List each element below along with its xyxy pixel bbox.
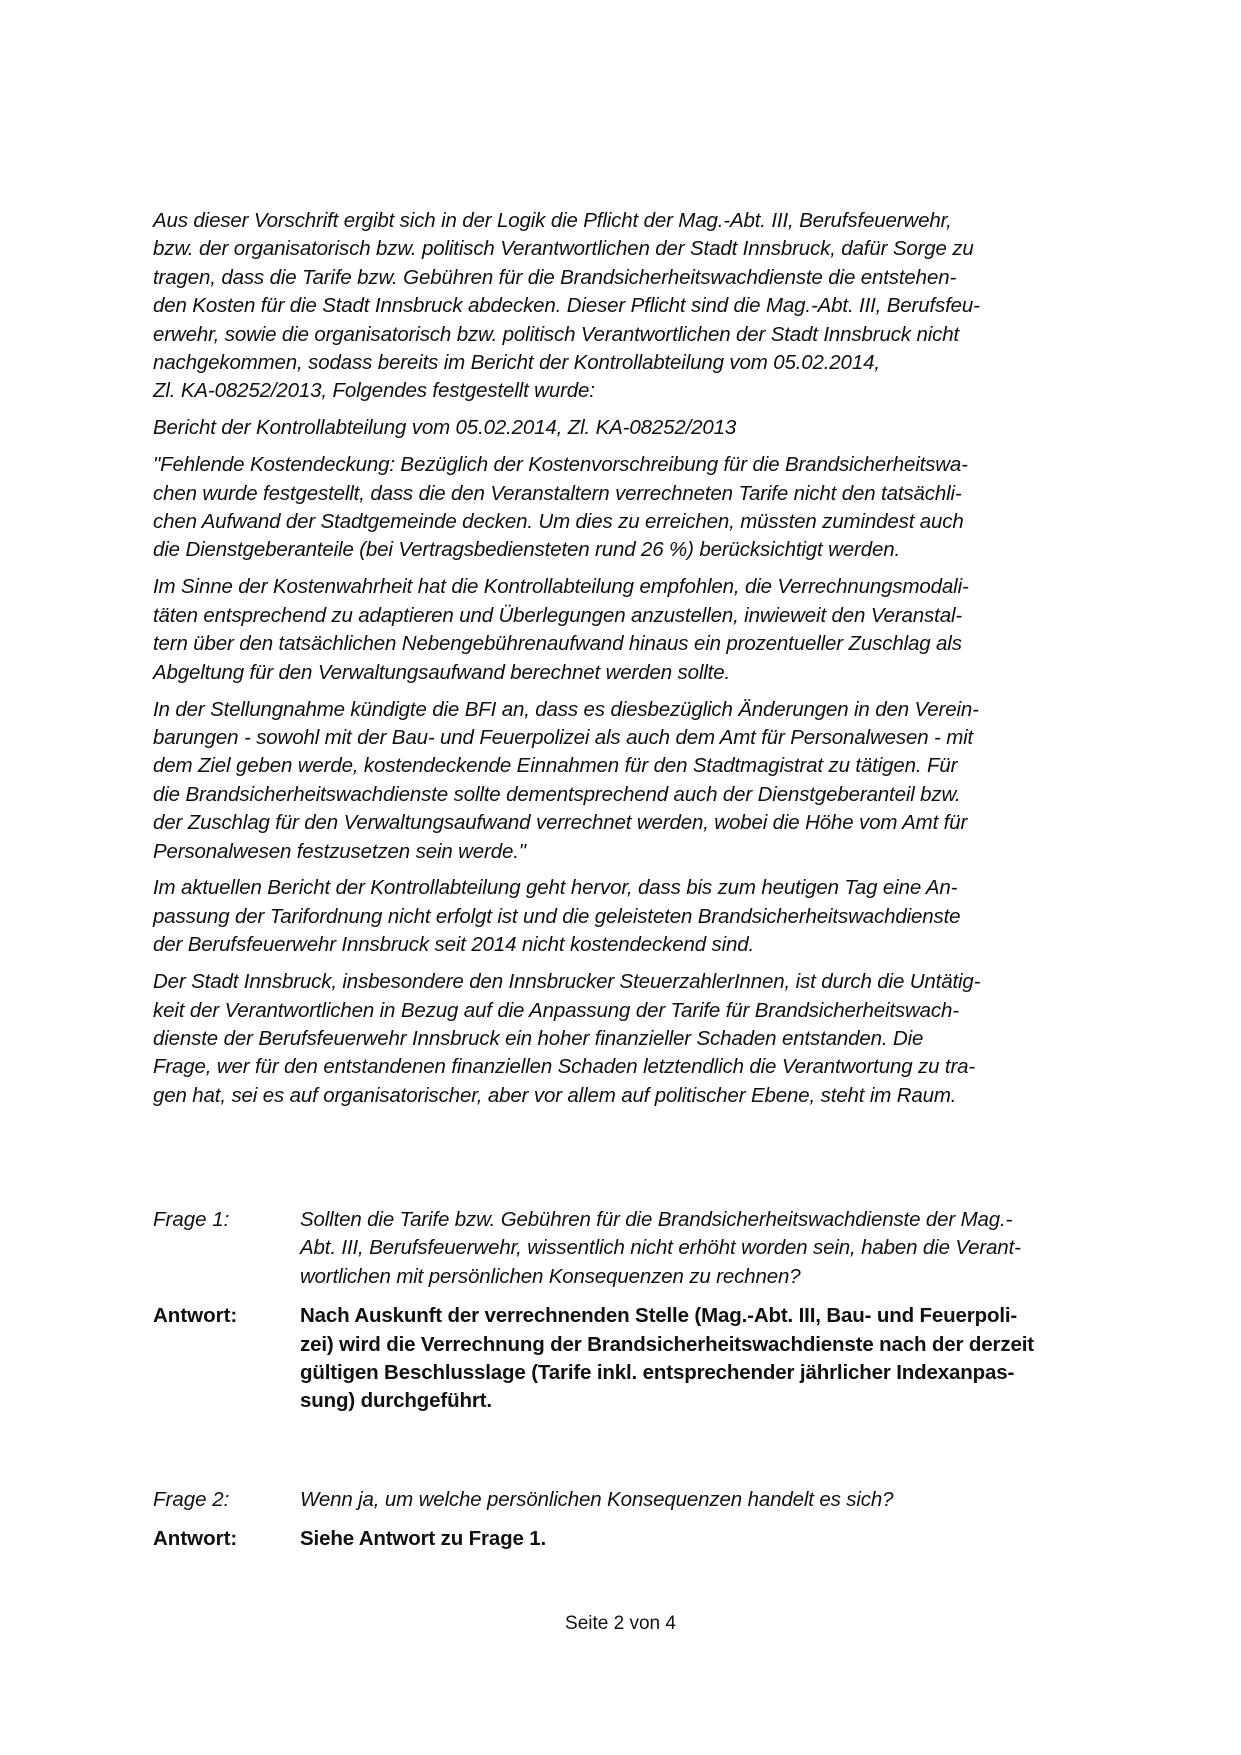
text-line: nachgekommen, sodass bereits im Bericht der Kontrollabteilung vom 05.02.2014,: [153, 351, 880, 375]
text-line: den Kosten für die Stadt Innsbruck abdecken. Dieser Pflicht sind die Mag.-Abt. III, Berufsfeu-: [153, 294, 980, 318]
text-line: erwehr, sowie die organisatorisch bzw. politisch Verantwortlichen der Stadt Innsbruck nicht: [153, 322, 960, 346]
answer-text-line: sung) durchgeführt.: [300, 1389, 492, 1413]
text-line: barungen - sowohl mit der Bau- und Feuerpolizei als auch dem Amt für Personalwesen - mit: [153, 725, 974, 749]
question-label: Frage 2:: [153, 1488, 230, 1511]
text-line: Abgeltung für den Verwaltungsaufwand berechnet werden sollte.: [153, 660, 731, 684]
answer-label: Antwort:: [153, 1304, 238, 1328]
text-line: Bericht der Kontrollabteilung vom 05.02.2014, Zl. KA-08252/2013: [153, 416, 737, 440]
text-line: Der Stadt Innsbruck, insbesondere den Innsbrucker SteuerzahlerInnen, ist durch die Untätig-: [153, 970, 981, 994]
text-line: täten entsprechend zu adaptieren und Überlegungen anzustellen, inwieweit den Veranstal-: [153, 603, 963, 627]
text-line: der Berufsfeuerwehr Innsbruck seit 2014 nicht kostendeckend sind.: [153, 933, 755, 957]
answer-row: [153, 1525, 1113, 1553]
text-line: Im Sinne der Kostenwahrheit hat die Kontrollabteilung empfohlen, die Verrechnungsmodali-: [153, 575, 969, 599]
paragraph-quote-cost-coverage: [153, 451, 1113, 565]
text-line: tern über den tatsächlichen Nebengebührenaufwand hinaus ein prozentueller Zuschlag als: [153, 632, 962, 656]
paragraph-quote-statement: [153, 696, 1113, 866]
qa-block-question-1: [153, 1206, 1113, 1427]
text-line: passung der Tarifordnung nicht erfolgt ist und die geleisteten Brandsicherheitswachdienste: [153, 904, 961, 928]
text-line: gen hat, sei es auf organisatorischer, aber vor allem auf politischer Ebene, steht im Raum.: [153, 1083, 957, 1107]
text-line: die Brandsicherheitswachdienste sollte dementsprechend auch der Dienstgeberanteil bzw.: [153, 782, 961, 806]
text-line: Im aktuellen Bericht der Kontrollabteilung geht hervor, dass bis zum heutigen Tag eine An-: [153, 876, 958, 900]
answer-row: [153, 1302, 1113, 1416]
answer-text-line: Siehe Antwort zu Frage 1.: [300, 1527, 547, 1551]
text-line: tragen, dass die Tarife bzw. Gebühren für die Brandsicherheitswachdienste die entstehen-: [153, 265, 957, 289]
paragraph-quote-cost-truth: [153, 573, 1113, 687]
text-line: chen wurde festgestellt, dass die den Veranstaltern verrechneten Tarife nicht den tatsächli-: [153, 481, 962, 505]
text-line: keit der Verantwortlichen in Bezug auf die Anpassung der Tarife für Brandsicherheitswach-: [153, 998, 959, 1022]
text-line: dienste der Berufsfeuerwehr Innsbruck ein hoher finanzieller Schaden entstanden. Die: [153, 1026, 924, 1050]
text-line: Aus dieser Vorschrift ergibt sich in der Logik die Pflicht der Mag.-Abt. III, Berufsfeuerwehr,: [153, 209, 952, 232]
question-text-line: Sollten die Tarife bzw. Gebühren für die Brandsicherheitswachdienste der Mag.-: [300, 1208, 1013, 1231]
text-line: Zl. KA-08252/2013, Folgendes festgestellt wurde:: [153, 379, 595, 403]
page-number-footer: Seite 2 von 4: [565, 1613, 676, 1634]
question-text-line: Wenn ja, um welche persönlichen Konsequenzen handelt es sich?: [300, 1488, 894, 1511]
body-text: [153, 207, 1113, 1119]
text-line: bzw. der organisatorisch bzw. politisch Verantwortlichen der Stadt Innsbruck, dafür Sorge zu: [153, 237, 974, 261]
answer-text-line: Nach Auskunft der verrechnenden Stelle (Mag.-Abt. III, Bau- und Feuerpoli-: [300, 1304, 1018, 1328]
text-line: "Fehlende Kostendeckung: Bezüglich der Kostenvorschreibung für die Brandsicherheitswa-: [153, 453, 968, 477]
paragraph-intro: [153, 207, 1113, 406]
paragraph-damage: [153, 968, 1113, 1110]
text-line: die Dienstgeberanteile (bei Vertragsbediensteten rund 26 %) berücksichtigt werden.: [153, 538, 901, 562]
answer-label: Antwort:: [153, 1527, 238, 1551]
paragraph-report-reference: [153, 414, 1113, 442]
question-row: [153, 1486, 1113, 1514]
answer-text-line: gültigen Beschlusslage (Tarife inkl. entsprechender jährlicher Indexanpas-: [300, 1361, 1015, 1385]
paragraph-current-report: [153, 874, 1113, 959]
question-text-line: Abt. III, Berufsfeuerwehr, wissentlich nicht erhöht worden sein, haben die Verant-: [300, 1236, 1021, 1260]
text-line: chen Aufwand der Stadtgemeinde decken. Um dies zu erreichen, müssten zumindest auch: [153, 510, 964, 534]
text-line: der Zuschlag für den Verwaltungsaufwand verrechnet werden, wobei die Höhe vom Amt für: [153, 811, 968, 835]
text-line: In der Stellungnahme kündigte die BFI an, dass es diesbezüglich Änderungen in den Verein-: [153, 697, 979, 721]
answer-text-line: zei) wird die Verrechnung der Brandsicherheitswachdienste nach der derzeit: [300, 1332, 1034, 1356]
question-label: Frage 1:: [153, 1208, 230, 1231]
question-text-line: wortlichen mit persönlichen Konsequenzen zu rechnen?: [300, 1264, 801, 1288]
question-row: [153, 1206, 1113, 1291]
qa-block-question-2: [153, 1486, 1113, 1565]
text-line: Frage, wer für den entstandenen finanziellen Schaden letztendlich die Verantwortung zu tra-: [153, 1055, 976, 1079]
text-line: Personalwesen festzusetzen sein werde.": [153, 839, 526, 863]
text-line: dem Ziel geben werde, kostendeckende Einnahmen für den Stadtmagistrat zu tätigen. Für: [153, 754, 958, 778]
